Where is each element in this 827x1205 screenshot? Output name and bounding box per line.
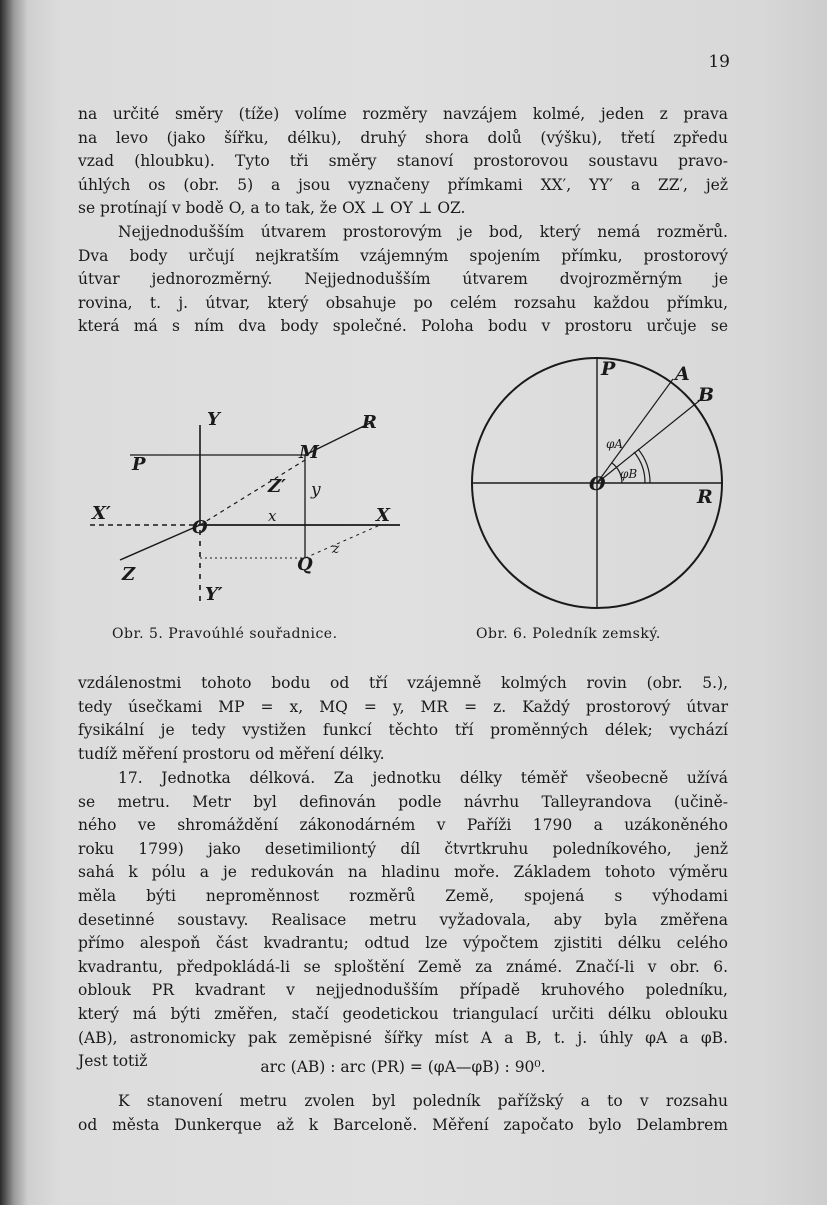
angle-arc-phi-b-outer xyxy=(638,449,650,483)
label-y-prime: Y′ xyxy=(205,584,223,605)
label-y: Y xyxy=(207,409,220,430)
label-r: R xyxy=(362,412,377,433)
label-p: P xyxy=(601,358,616,380)
z-axis xyxy=(120,525,200,560)
figure-5-coordinates xyxy=(80,395,420,625)
text-line: úhlých os (obr. 5) a jsou vyznačeny přímkami XX′, YY′ a ZZ′, jež xyxy=(78,175,728,194)
text-line: který má býti změřen, stačí geodetickou triangulací určiti délku oblouku xyxy=(78,1004,728,1023)
label-x-prime: X′ xyxy=(92,503,111,524)
text-line: na levo (jako šířku, délku), druhý shora dolů (výšku), třetí zpředu xyxy=(78,128,728,147)
text-line: oblouk PR kvadrant v nejjednodušším případě kruhového poledníku, xyxy=(78,981,728,1000)
label-x: X xyxy=(376,505,390,526)
text-line: K stanovení metru zvolen byl poledník pařížský a to v rozsahu xyxy=(118,1092,728,1110)
text-line: roku 1799) jako desetimiliontý díl čtvrtkruhu poledníkového, jenž xyxy=(78,839,728,858)
label-b: B xyxy=(698,384,715,406)
label-x-small: x xyxy=(268,507,277,525)
text-line: Dva body určují nejkratším vzájemným spojením přímku, prostorový xyxy=(78,246,728,265)
text-line: fysikální je tedy vystižen funkcí těchto tří proměnných délek; vychází xyxy=(78,721,728,740)
label-phi-a: φA xyxy=(606,437,624,451)
label-o: O xyxy=(589,473,606,495)
text-line: ného ve shromáždění zákonodárném v Paříži 1790 a uzákoněného xyxy=(78,816,728,835)
text-line: která má s ním dva body společné. Poloha bodu v prostoru určuje se xyxy=(78,317,728,336)
label-z-small: z xyxy=(332,541,340,557)
text-line: rovina, t. j. útvar, který obsahuje po celém rozsahu každou přímku, xyxy=(78,293,728,312)
label-m: M xyxy=(299,442,319,463)
label-q: Q xyxy=(297,554,313,575)
text-line: měla býti neproměnnost rozměrů Země, spojená s výhodami xyxy=(78,886,728,905)
text-line: se metru. Metr byl definován podle návrhu Talleyrandova (učině- xyxy=(78,792,728,811)
label-o: O xyxy=(192,517,208,538)
label-phi-b: φB xyxy=(620,467,638,481)
line-q-z xyxy=(305,525,380,558)
text-line: vzdálenostmi tohoto bodu od tří vzájemně kolmých rovin (obr. 5.), xyxy=(78,674,728,692)
label-y-small: y xyxy=(311,480,321,500)
text-line: tedy úsečkami MP = x, MQ = y, MR = z. Každý prostorový útvar xyxy=(78,697,728,716)
text-line: sahá k pólu a je redukován na hladinu moře. Základem tohoto výměru xyxy=(78,863,728,882)
label-z: Z xyxy=(122,564,136,585)
page-number: 19 xyxy=(708,52,730,72)
text-line: tudíž měření prostoru od měření délky. xyxy=(78,744,385,763)
text-line: na určité směry (tíže) volíme rozměry navzájem kolmé, jeden z prava xyxy=(78,105,728,123)
text-line: kvadrantu, předpokládá-li se sploštění Země za známé. Značí-li v obr. 6. xyxy=(78,957,728,976)
section-17-length-unit xyxy=(78,767,728,1074)
label-z-prime: Z′ xyxy=(268,476,286,497)
figure-6-caption: Obr. 6. Poledník zemský. xyxy=(476,626,661,642)
equation xyxy=(78,1056,728,1080)
figure-6-meridian xyxy=(460,355,740,620)
text-line: se protínají v bodě O, a to tak, že OX ⊥ OY ⊥ OZ. xyxy=(78,199,466,218)
text-line: od města Dunkerque až k Barceloně. Měření započato bylo Delambrem xyxy=(78,1115,728,1134)
section-heading-line: 17. Jednotka délková. Za jednotku délky téměř všeobecně užívá xyxy=(118,769,728,787)
text-line: útvar jednorozměrný. Nejjednodušším útvarem dvojrozměrným je xyxy=(78,270,728,289)
text-line: (AB), astronomicky pak zeměpisné šířky míst A a B, t. j. úhly φA a φB. xyxy=(78,1028,728,1047)
z-prime-axis xyxy=(200,460,305,525)
label-r: R xyxy=(697,486,713,508)
text-line: přímo alespoň část kvadrantu; odtud lze výpočtem zjistiti délku celého xyxy=(78,934,728,953)
figure-5-caption: Obr. 5. Pravoúhlé souřadnice. xyxy=(112,626,338,642)
text-line: vzad (hloubku). Tyto tři směry stanoví prostorovou soustavu pravo- xyxy=(78,152,728,171)
paragraph-coordinates xyxy=(78,672,728,766)
label-p: P xyxy=(132,454,146,475)
paragraph-point-line-plane xyxy=(78,221,728,339)
text-line: desetinné soustavy. Realisace metru vyžadovala, aby byla změřena xyxy=(78,910,728,929)
paragraph-meridian-paris xyxy=(78,1090,728,1137)
label-a: A xyxy=(675,363,690,385)
equation-line: arc (AB) : arc (PR) = (φA—φB) : 90⁰. xyxy=(260,1058,546,1076)
text-line: Jest totiž xyxy=(78,1052,148,1071)
paragraph-axes xyxy=(78,103,728,221)
text-line: Nejjednodušším útvarem prostorovým je bod, který nemá rozměrů. xyxy=(118,223,728,241)
